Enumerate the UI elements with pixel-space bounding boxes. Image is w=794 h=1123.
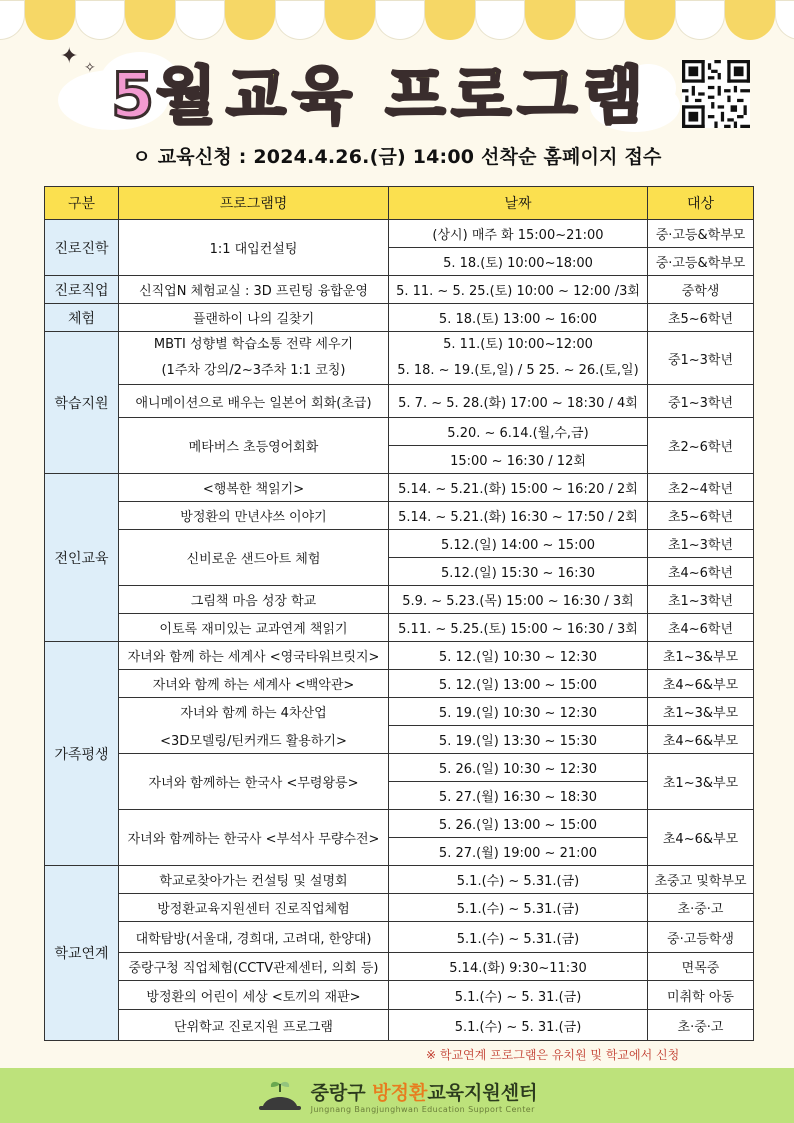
target-cell: 초2~4학년 — [648, 474, 754, 502]
sparkle-icon: ✧ — [84, 60, 96, 76]
date-line: 5. 11.(토) 10:00~12:00 — [443, 337, 593, 352]
table-row — [45, 474, 754, 502]
title-rest: 교육 프로그램 — [226, 58, 649, 132]
target-cell: 초1~3&부모 — [648, 754, 754, 810]
program-cell: 신비로운 샌드아트 체험 — [119, 530, 389, 586]
program-cell: 자녀와 함께 하는 4차산업 — [119, 698, 389, 726]
category-cell: 전인교육 — [45, 474, 119, 642]
target-cell: 초중고 및학부모 — [648, 866, 754, 894]
target-cell: 면목중 — [648, 953, 754, 981]
target-cell: 중1~3학년 — [648, 332, 754, 385]
program-cell: 중랑구청 직업체험(CCTV관제센터, 의회 등) — [119, 953, 389, 981]
date-cell: 5.14.(화) 9:30~11:30 — [389, 953, 648, 981]
table-row — [45, 385, 754, 418]
sparkle-icon: ✦ — [60, 44, 79, 69]
program-cell: 플랜하이 나의 길찾기 — [119, 304, 389, 332]
target-cell: 초2~6학년 — [648, 418, 754, 474]
table-row — [45, 530, 754, 558]
date-cell: 5. 27.(월) 19:00 ~ 21:00 — [389, 838, 648, 866]
date-cell: 5. 18.(토) 10:00~18:00 — [389, 248, 648, 276]
date-cell: 5.1.(수) ~ 5.31.(금) — [389, 922, 648, 953]
target-cell: 초4~6&부모 — [648, 670, 754, 698]
program-cell: 1:1 대입컨설팅 — [119, 220, 389, 276]
target-cell: 초4~6&부모 — [648, 810, 754, 866]
title-month: 5월 — [111, 58, 219, 132]
date-cell: 5.12.(일) 14:00 ~ 15:00 — [389, 530, 648, 558]
program-cell: 방정환교육지원센터 진로직업체험 — [119, 894, 389, 922]
table-row — [45, 276, 754, 304]
awning-decoration — [0, 0, 794, 40]
program-line: (1주차 강의/2~3주차 1:1 코칭) — [161, 363, 346, 378]
header-category: 구분 — [45, 187, 119, 220]
target-cell: 초1~3학년 — [648, 586, 754, 614]
target-cell: 미취학 아동 — [648, 981, 754, 1010]
table-row — [45, 670, 754, 698]
date-cell: 5. 18.(토) 13:00 ~ 16:00 — [389, 304, 648, 332]
table-row — [45, 614, 754, 642]
target-cell: 중학생 — [648, 276, 754, 304]
table-row — [45, 220, 754, 248]
date-cell: 5. 12.(일) 10:30 ~ 12:30 — [389, 642, 648, 670]
category-cell: 체험 — [45, 304, 119, 332]
table-row — [45, 642, 754, 670]
date-cell: 5. 26.(일) 10:30 ~ 12:30 — [389, 754, 648, 782]
center-name — [311, 1078, 538, 1105]
target-cell: 초1~3&부모 — [648, 642, 754, 670]
target-cell: 초5~6학년 — [648, 304, 754, 332]
date-cell: 5.1.(수) ~ 5. 31.(금) — [389, 1010, 648, 1041]
qr-code-icon[interactable] — [682, 60, 750, 128]
program-cell: 자녀와 함께 하는 세계사 <영국타워브릿지> — [119, 642, 389, 670]
date-cell: 5.12.(일) 15:30 ~ 16:30 — [389, 558, 648, 586]
date-cell: 5. 26.(일) 13:00 ~ 15:00 — [389, 810, 648, 838]
header-date: 날짜 — [389, 187, 648, 220]
target-cell: 초·중·고 — [648, 1010, 754, 1041]
target-cell: 초4~6학년 — [648, 614, 754, 642]
date-cell: 15:00 ~ 16:30 / 12회 — [389, 446, 648, 474]
program-cell — [119, 332, 389, 385]
target-cell: 초·중·고 — [648, 894, 754, 922]
header-program: 프로그램명 — [119, 187, 389, 220]
header-target: 대상 — [648, 187, 754, 220]
table-row — [45, 332, 754, 385]
program-cell: 방정환의 어린이 세상 <토끼의 재판> — [119, 981, 389, 1010]
page-title — [100, 45, 660, 135]
footer-band — [0, 1068, 794, 1123]
program-cell: 자녀와 함께하는 한국사 <무령왕릉> — [119, 754, 389, 810]
date-cell: 5.1.(수) ~ 5. 31.(금) — [389, 981, 648, 1010]
program-cell: 방정환의 만년샤쓰 이야기 — [119, 502, 389, 530]
date-cell: (상시) 매주 화 15:00~21:00 — [389, 220, 648, 248]
program-cell: 그림책 마음 성장 학교 — [119, 586, 389, 614]
date-cell — [389, 332, 648, 385]
target-cell: 중·고등&학부모 — [648, 220, 754, 248]
date-cell: 5.1.(수) ~ 5.31.(금) — [389, 866, 648, 894]
center-name-prefix: 중랑구 — [310, 1081, 373, 1104]
table-row — [45, 981, 754, 1010]
program-cell: 메타버스 초등영어회화 — [119, 418, 389, 474]
table-row — [45, 726, 754, 754]
center-logo-icon — [257, 1078, 303, 1114]
program-cell: 이토록 재미있는 교과연계 책읽기 — [119, 614, 389, 642]
target-cell: 초4~6&부모 — [648, 726, 754, 754]
target-cell: 초1~3학년 — [648, 530, 754, 558]
category-cell: 학습지원 — [45, 332, 119, 474]
date-cell: 5.1.(수) ~ 5.31.(금) — [389, 894, 648, 922]
program-cell: 신직업N 체험교실 : 3D 프린팅 융합운영 — [119, 276, 389, 304]
table-row — [45, 810, 754, 838]
category-cell: 가족평생 — [45, 642, 119, 866]
date-cell: 5.9. ~ 5.23.(목) 15:00 ~ 16:30 / 3회 — [389, 586, 648, 614]
program-cell: 학교로찾아가는 컨설팅 및 설명회 — [119, 866, 389, 894]
date-cell: 5.14. ~ 5.21.(화) 16:30 ~ 17:50 / 2회 — [389, 502, 648, 530]
target-cell: 초5~6학년 — [648, 502, 754, 530]
table-row — [45, 1010, 754, 1041]
target-cell: 중1~3학년 — [648, 385, 754, 418]
category-cell: 학교연계 — [45, 866, 119, 1041]
application-notice: ㅇ 교육신청 : 2024.4.26.(금) 14:00 선착순 홈페이지 접수 — [132, 146, 662, 168]
program-cell: <행복한 책읽기> — [119, 474, 389, 502]
date-cell: 5. 19.(일) 10:30 ~ 12:30 — [389, 698, 648, 726]
date-cell: 5. 27.(월) 16:30 ~ 18:30 — [389, 782, 648, 810]
table-row — [45, 418, 754, 446]
program-line: MBTI 성향별 학습소통 전략 세우기 — [153, 337, 354, 352]
date-cell: 5. 12.(일) 13:00 ~ 15:00 — [389, 670, 648, 698]
date-cell: 5.20. ~ 6.14.(월,수,금) — [389, 418, 648, 446]
table-row — [45, 304, 754, 332]
center-name-suffix: 교육지원센터 — [427, 1081, 538, 1104]
table-row — [45, 502, 754, 530]
target-cell: 중·고등&학부모 — [648, 248, 754, 276]
table-row — [45, 866, 754, 894]
program-cell: 대학탐방(서울대, 경희대, 고려대, 한양대) — [119, 922, 389, 953]
target-cell: 초1~3&부모 — [648, 698, 754, 726]
table-row — [45, 922, 754, 953]
target-cell: 중·고등학생 — [648, 922, 754, 953]
date-line: 5. 18. ~ 19.(토,일) / 5 25. ~ 26.(토,일) — [397, 363, 639, 378]
program-cell: 애니메이션으로 배우는 일본어 회화(초급) — [119, 385, 389, 418]
date-cell: 5.11. ~ 5.25.(토) 15:00 ~ 16:30 / 3회 — [389, 614, 648, 642]
program-cell: 단위학교 진로지원 프로그램 — [119, 1010, 389, 1041]
date-cell: 5. 7. ~ 5. 28.(화) 17:00 ~ 18:30 / 4회 — [389, 385, 648, 418]
center-name-english: Jungnang Bangjunghwan Education Support Center — [310, 1104, 535, 1114]
category-cell: 진로진학 — [45, 220, 119, 276]
target-cell: 초4~6학년 — [648, 558, 754, 586]
date-cell: 5. 19.(일) 13:30 ~ 15:30 — [389, 726, 648, 754]
program-cell: 자녀와 함께 하는 세계사 <백악관> — [119, 670, 389, 698]
table-row — [45, 953, 754, 981]
table-row — [45, 754, 754, 782]
category-cell: 진로직업 — [45, 276, 119, 304]
center-name-highlight: 방정환 — [372, 1081, 428, 1104]
center-name-block — [311, 1078, 538, 1114]
program-cell: <3D모델링/틴커캐드 활용하기> — [119, 726, 389, 754]
table-row — [45, 586, 754, 614]
table-row — [45, 698, 754, 726]
date-cell: 5.14. ~ 5.21.(화) 15:00 ~ 16:20 / 2회 — [389, 474, 648, 502]
program-cell: 자녀와 함께하는 한국사 <부석사 무량수전> — [119, 810, 389, 866]
table-header-row — [45, 187, 754, 220]
program-table — [44, 186, 754, 1041]
table-row — [45, 894, 754, 922]
date-cell: 5. 11. ~ 5. 25.(토) 10:00 ~ 12:00 /3회 — [389, 276, 648, 304]
school-link-note: ※ 학교연계 프로그램은 유치원 및 학교에서 신청 — [426, 1048, 680, 1062]
